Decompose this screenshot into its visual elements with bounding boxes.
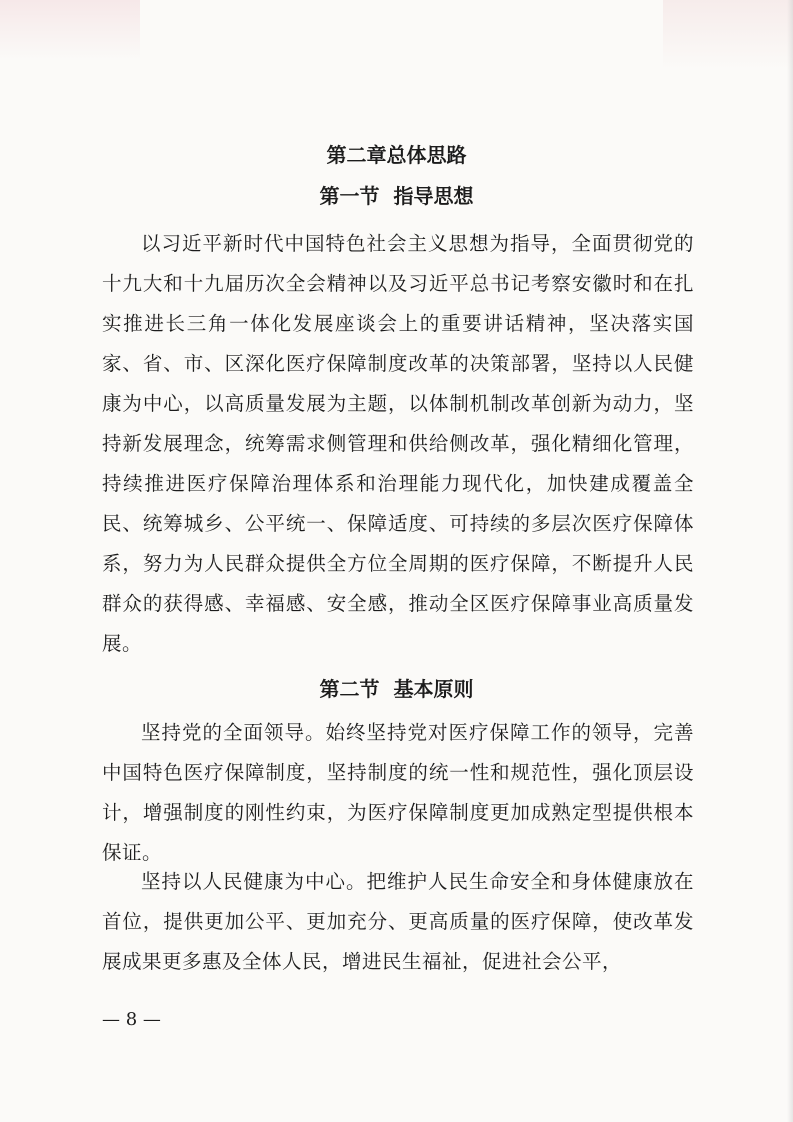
chapter-title: 第二章总体思路	[326, 143, 467, 167]
paragraph-party-leadership: 坚持党的全面领导。始终坚持党对医疗保障工作的领导，完善中国特色医疗保障制度，坚持制度的统一性和规范性，强化顶层设计，增强制度的刚性约束，为医疗保障制度更加成熟定型提供根本保证。	[102, 721, 694, 864]
scan-artifact-top-left	[0, 0, 140, 60]
paragraph-guiding-ideology: 以习近平新时代中国特色社会主义思想为指导，全面贯彻党的十九大和十九届历次全会精神以及习近平总书记考察安徽时和在扎实推进长三角一体化发展座谈会上的重要讲话精神，坚决落实国家、省、市、区深化医疗保障制度改革的决策部署，坚持以人民健康为中心，以高质量发展为主题，以体制机制改革创新为动力，坚持新发展理念，统筹需求侧管理和供给侧改革，强化精细化管理，持续推进医疗保障治理体系和治理能力现代化，加快建成覆盖全民、统筹城乡、公平统一、保障适度、可持续的多层次医疗保障体系，努力为人民群众提供全方位全周期的医疗保障，不断提升人民群众的获得感、幸福感、安全感，推动全区医疗保障事业高质量发展。	[102, 232, 694, 655]
page-number: — 8 —	[102, 1009, 161, 1030]
paragraph-people-health-centered: 坚持以人民健康为中心。把维护人民生命安全和身体健康放在首位，提供更加公平、更加充分、更高质量的医疗保障，使改革发展成果更多惠及全体人民，增进民生福祉，促进社会公平，	[102, 870, 694, 973]
section-title-basic-principles: 第二节 基本原则	[319, 677, 474, 701]
section-title-guiding-ideology: 第一节 指导思想	[319, 184, 474, 208]
scan-artifact-top-right	[663, 0, 793, 70]
